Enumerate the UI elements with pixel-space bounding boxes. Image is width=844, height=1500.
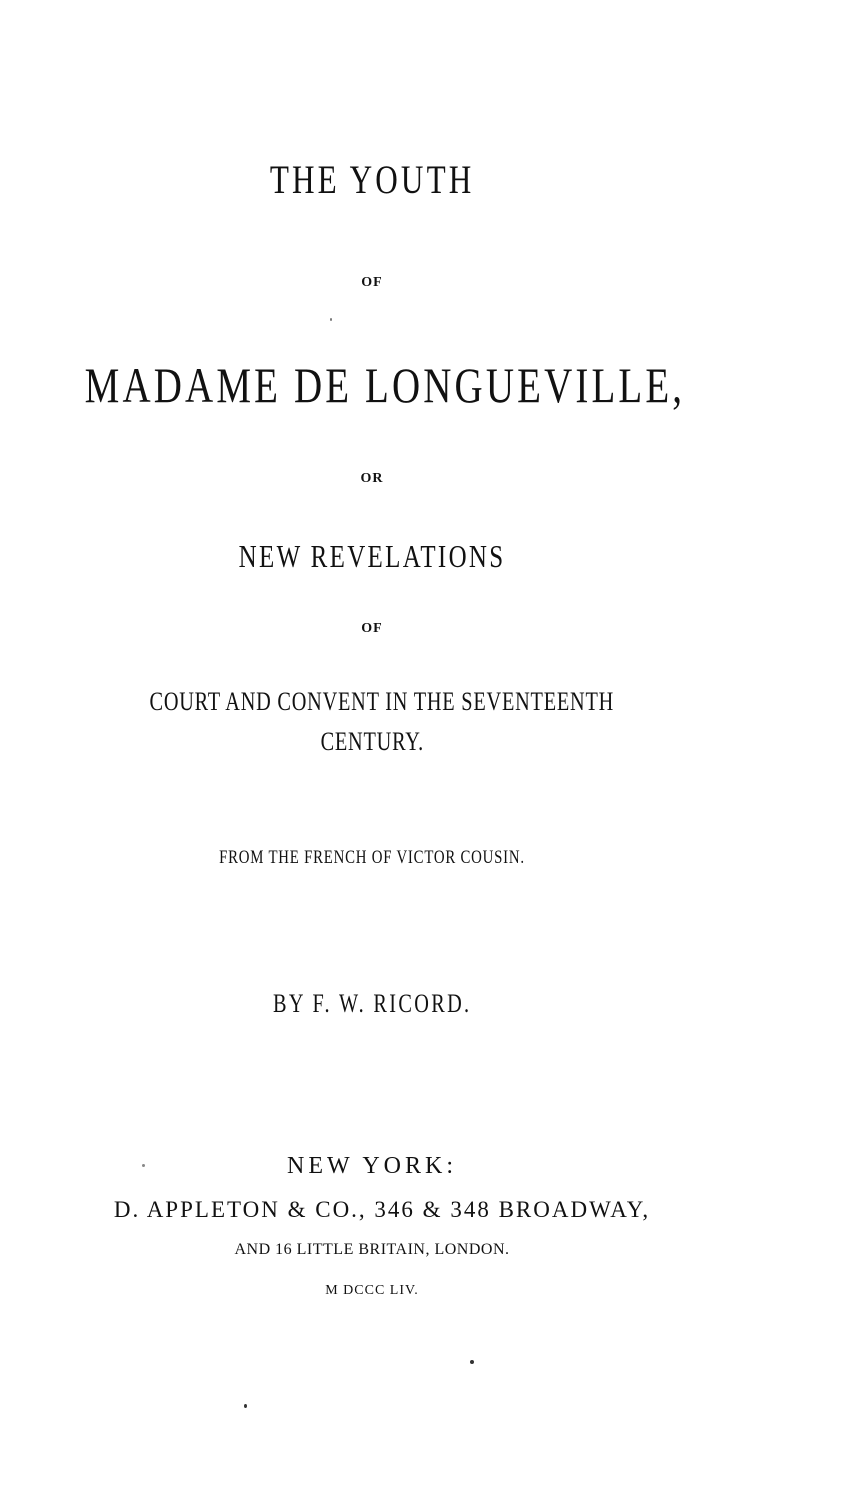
title-line-1 <box>0 157 744 202</box>
imprint-little-britain: AND 16 LITTLE BRITAIN, LONDON. <box>234 1241 510 1258</box>
subtitle-line-1 <box>0 540 744 572</box>
word-or: OR <box>360 471 384 486</box>
connector-of-2 <box>0 620 744 636</box>
imprint-city <box>0 1154 744 1178</box>
ink-speck <box>330 318 332 321</box>
imprint-year <box>0 1282 744 1298</box>
word-of-2: OF <box>361 621 383 636</box>
subtitle-new-revelations: NEW REVELATIONS <box>238 538 506 574</box>
subtitle-century: CENTURY. <box>320 727 424 756</box>
title-line-2 <box>0 357 764 413</box>
title-the-youth: THE YOUTH <box>269 157 475 202</box>
translation-note <box>0 848 744 867</box>
imprint-new-york: NEW YORK: <box>287 1153 457 1179</box>
imprint-publisher <box>0 1198 764 1221</box>
connector-of-1 <box>0 274 744 290</box>
translation-from-french: FROM THE FRENCH OF VICTOR COUSIN. <box>219 847 525 868</box>
word-of-1: OF <box>361 275 383 290</box>
subtitle-line-3 <box>0 729 744 755</box>
connector-or <box>0 470 744 486</box>
author-ricord: BY F. W. RICORD. <box>272 989 472 1018</box>
imprint-mdcccliv: M DCCC LIV. <box>325 1283 419 1298</box>
ink-speck <box>244 1404 247 1408</box>
ink-speck <box>470 1360 474 1364</box>
imprint-branch <box>0 1242 744 1258</box>
imprint-appleton: D. APPLETON & CO., 346 & 348 BROADWAY, <box>113 1197 651 1222</box>
subtitle-court-and-convent: COURT AND CONVENT IN THE SEVENTEENTH <box>149 687 615 716</box>
author-line <box>0 991 744 1017</box>
title-madame-de-longueville: MADAME DE LONGUEVILLE, <box>84 357 686 413</box>
ink-speck <box>142 1164 145 1167</box>
subtitle-line-2 <box>0 689 764 715</box>
